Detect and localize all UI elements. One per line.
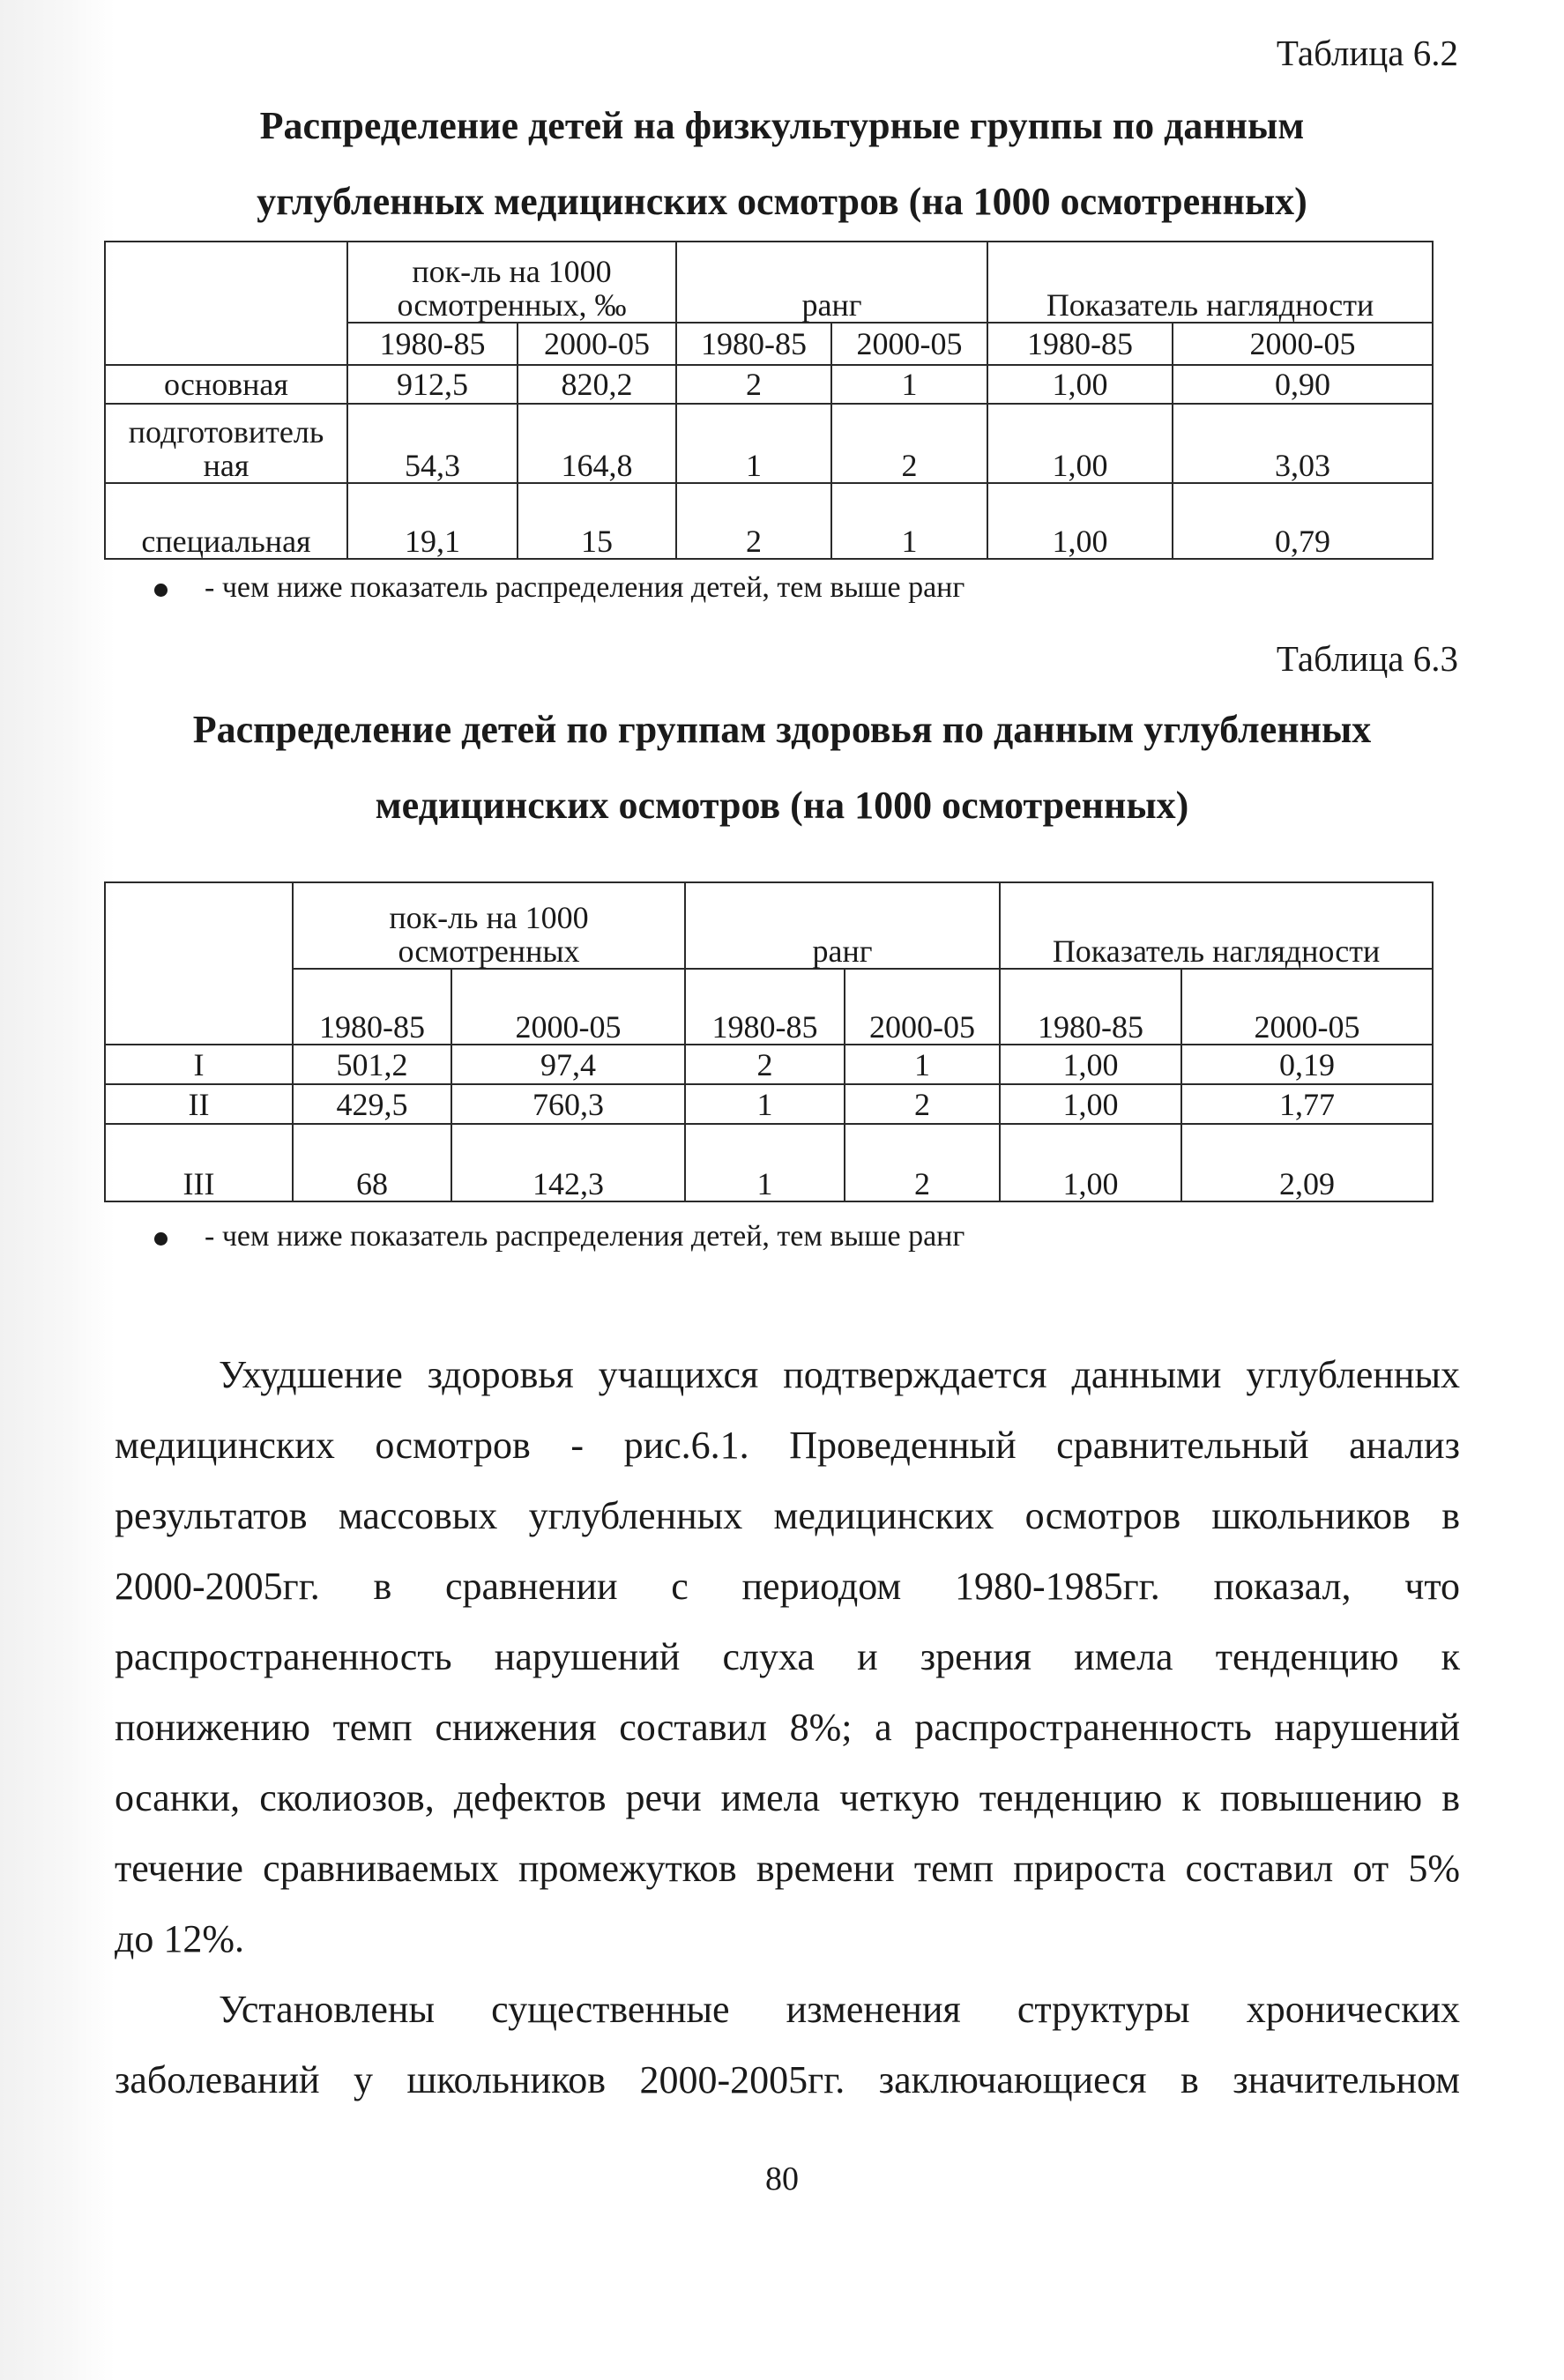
note-text: - чем ниже показатель распределения детей, тем выше ранг <box>205 1220 965 1253</box>
header-indicator: пок-ль на 1000 осмотренных, ‰ <box>347 242 676 323</box>
text-line: медицинских осмотров - рис.6.1. Проведенный сравнительный анализ <box>115 1424 1460 1467</box>
bullet-icon <box>154 1232 168 1246</box>
header-year: 1980-85 <box>987 323 1173 365</box>
text-line: 2000-2005гг. в сравнении с периодом 1980-1985гг. показал, что <box>115 1565 1460 1608</box>
table-cell: 2 <box>676 365 831 404</box>
text-line: распространенность нарушений слуха и зрения имела тенденцию к <box>115 1635 1460 1678</box>
table-cell: 1 <box>845 1045 1000 1084</box>
body-paragraph <box>115 1340 1460 1975</box>
header-year: 1980-85 <box>676 323 831 365</box>
header-year: 2000-05 <box>451 969 685 1045</box>
table-6-2 <box>104 241 1434 560</box>
table-title-line: Распределение детей на физкультурные группы по данным <box>259 104 1305 147</box>
table-cell: 2 <box>831 404 987 483</box>
header-year: 1980-85 <box>293 969 451 1045</box>
table-cell: 1 <box>676 404 831 483</box>
header-year: 2000-05 <box>1173 323 1433 365</box>
table-cell: 0,90 <box>1173 365 1433 404</box>
table-title-line: медицинских осмотров (на 1000 осмотренных) <box>375 784 1189 827</box>
table-row <box>105 1084 1433 1124</box>
table-row <box>105 404 1433 483</box>
header-year: 2000-05 <box>518 323 676 365</box>
table-cell: 1 <box>685 1084 845 1124</box>
table-corner-cell <box>105 882 293 1045</box>
table-cell: 2 <box>845 1124 1000 1201</box>
table-note-6-2 <box>154 571 964 605</box>
table-row <box>105 1124 1433 1201</box>
header-visibility: Показатель наглядности <box>1000 882 1433 969</box>
text-line: результатов массовых углубленных медицинских осмотров школьников в <box>115 1494 1460 1537</box>
table-cell: 429,5 <box>293 1084 451 1124</box>
header-visibility: Показатель наглядности <box>987 242 1433 323</box>
table-note-6-3 <box>154 1220 964 1253</box>
table-row <box>105 483 1433 559</box>
table-cell: 15 <box>518 483 676 559</box>
text-line: осанки, сколиозов, дефектов речи имела четкую тенденцию к повышению в <box>115 1776 1460 1819</box>
table-cell: 1,00 <box>987 365 1173 404</box>
body-paragraph <box>115 1975 1460 2116</box>
table-cell: 912,5 <box>347 365 518 404</box>
text-line: течение сравниваемых промежутков времени темп прироста составил от 5% <box>115 1847 1460 1890</box>
row-label: специальная <box>105 483 347 559</box>
table-cell: 1,00 <box>1000 1045 1181 1084</box>
row-label: I <box>105 1045 293 1084</box>
table-row <box>105 365 1433 404</box>
table-corner-cell <box>105 242 347 365</box>
header-indicator: пок-ль на 1000 осмотренных <box>293 882 685 969</box>
table-6-3 <box>104 881 1434 1202</box>
table-title-6-3 <box>106 692 1458 844</box>
header-year: 1980-85 <box>347 323 518 365</box>
text-line: понижению темп снижения составил 8%; а распространенность нарушений <box>115 1706 1460 1749</box>
table-cell: 820,2 <box>518 365 676 404</box>
note-text: - чем ниже показатель распределения детей, тем выше ранг <box>205 571 965 604</box>
table-title-6-2 <box>106 88 1458 240</box>
table-cell: 1,00 <box>987 483 1173 559</box>
table-cell: 1,00 <box>1000 1084 1181 1124</box>
table-cell: 1 <box>831 483 987 559</box>
table-cell: 142,3 <box>451 1124 685 1201</box>
table-cell: 1 <box>831 365 987 404</box>
table-cell: 760,3 <box>451 1084 685 1124</box>
row-label: основная <box>105 365 347 404</box>
table-cell: 19,1 <box>347 483 518 559</box>
header-year: 2000-05 <box>831 323 987 365</box>
header-year: 2000-05 <box>845 969 1000 1045</box>
bullet-icon <box>154 584 168 597</box>
table-cell: 164,8 <box>518 404 676 483</box>
table-cell: 1,00 <box>987 404 1173 483</box>
table-cell: 1 <box>685 1124 845 1201</box>
table-caption-6-2: Таблица 6.2 <box>1276 33 1458 73</box>
table-title-line: Распределение детей по группам здоровья по данным углубленных <box>192 708 1372 751</box>
header-rank: ранг <box>676 242 987 323</box>
row-label: II <box>105 1084 293 1124</box>
text-line: заболеваний у школьников 2000-2005гг. заключающиеся в значительном <box>115 2058 1460 2101</box>
table-cell: 97,4 <box>451 1045 685 1084</box>
table-cell: 3,03 <box>1173 404 1433 483</box>
row-label: III <box>105 1124 293 1201</box>
text-line: Установлены существенные изменения структуры хронических <box>219 1988 1460 2031</box>
table-cell: 2,09 <box>1181 1124 1433 1201</box>
table-cell: 2 <box>685 1045 845 1084</box>
table-cell: 0,19 <box>1181 1045 1433 1084</box>
row-label: подготовитель ная <box>105 404 347 483</box>
table-row <box>105 1045 1433 1084</box>
table-cell: 501,2 <box>293 1045 451 1084</box>
text-line: до 12%. <box>115 1917 245 1960</box>
page-number: 80 <box>765 2161 799 2198</box>
table-cell: 68 <box>293 1124 451 1201</box>
scan-shadow <box>0 0 115 2380</box>
table-title-line: углубленных медицинских осмотров (на 1000 осмотренных) <box>257 180 1307 223</box>
header-year: 1980-85 <box>1000 969 1181 1045</box>
header-year: 2000-05 <box>1181 969 1433 1045</box>
header-year: 1980-85 <box>685 969 845 1045</box>
header-rank: ранг <box>685 882 1000 969</box>
table-cell: 2 <box>676 483 831 559</box>
table-cell: 2 <box>845 1084 1000 1124</box>
table-cell: 54,3 <box>347 404 518 483</box>
table-cell: 1,00 <box>1000 1124 1181 1201</box>
table-cell: 0,79 <box>1173 483 1433 559</box>
text-line: Ухудшение здоровья учащихся подтверждается данными углубленных <box>219 1353 1460 1396</box>
table-caption-6-3: Таблица 6.3 <box>1276 638 1458 679</box>
table-cell: 1,77 <box>1181 1084 1433 1124</box>
